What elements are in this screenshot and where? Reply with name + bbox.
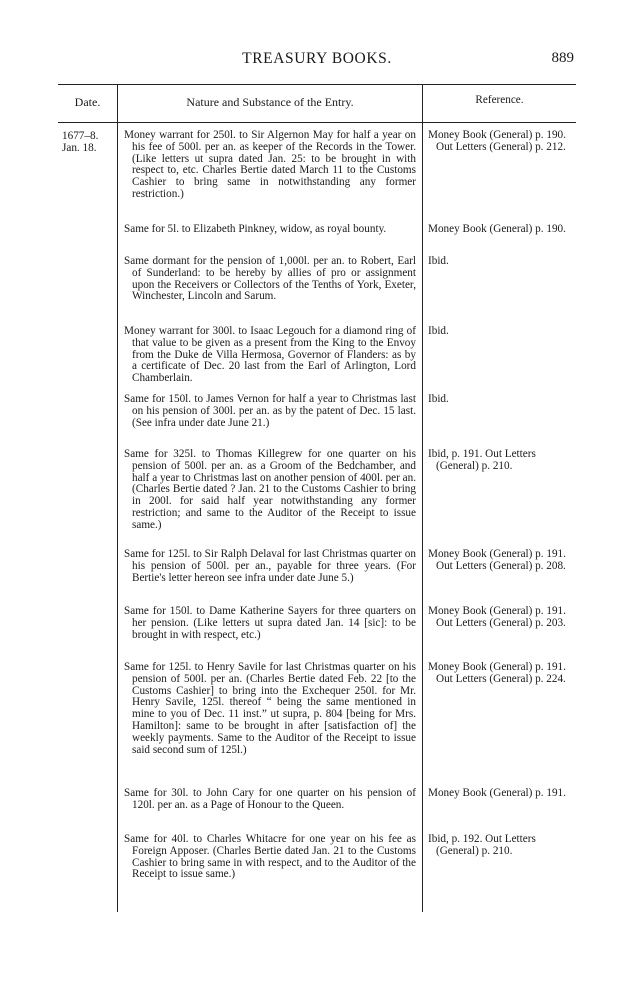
entry-text: Money warrant for 300l. to Isaac Legouch for a diamond ring of that value to be given as a present from the King to the Envoy from the Duke de Villa Hermosa, Governor of Flanders: as by a certificate of Dec. 20 last from the Earl of Arlington, Lord Chamberlain. [124, 325, 416, 385]
page-title: TREASURY BOOKS. [242, 50, 392, 67]
entry-text: Same for 30l. to John Cary for one quarter on his pension of 120l. per an. as a Page of Honour to the Queen. [124, 787, 416, 811]
entry-text: Same dormant for the pension of 1,000l. per an. to Robert, Earl of Sunderland: to be hereby by allies of pro or assignment upon the Receivers or Collectors of the Tenths of York, Exeter, Winchester, Lincoln and Sarum. [124, 255, 416, 303]
date-year: 1677–8. [62, 130, 99, 142]
table-header-rule [58, 122, 576, 123]
entry-reference: Ibid, p. 192. Out Letters (General) p. 210. [428, 833, 536, 857]
entry-reference: Ibid. [428, 325, 449, 337]
column-divider-reference [422, 84, 423, 912]
entry-text: Same for 40l. to Charles Whitacre for one year on his fee as Foreign Apposer. (Charles Bertie dated Jan. 21 to the Customs Cashier to bring same in with respect, and to the Auditor of the Receipt to issue same.) [124, 833, 416, 881]
column-header-nature: Nature and Substance of the Entry. [186, 95, 354, 109]
entry-reference: Money Book (General) p. 190. Out Letters (General) p. 212. [428, 129, 566, 153]
entry-reference: Ibid. [428, 393, 449, 405]
column-header-reference: Reference. [475, 94, 524, 106]
entry-reference: Money Book (General) p. 190. [428, 223, 566, 235]
table-top-rule [58, 84, 576, 85]
entry-text: Same for 5l. to Elizabeth Pinkney, widow, as royal bounty. [124, 223, 387, 235]
entry-reference: Money Book (General) p. 191. [428, 787, 566, 799]
date-day: Jan. 18. [62, 142, 97, 154]
entries-table [58, 84, 576, 912]
running-head [60, 50, 574, 72]
entry-text: Same for 125l. to Henry Savile for last Christmas quarter on his pension of 500l. per an. (Charles Bertie dated Feb. 22 [to the Customs Cashier] to bring into the Exchequer 250l. for Mr. Henry Savile, 125l. thereof “ being the same mentioned in mine to you of Dec. 11 inst.” ut supra, p. 804 [being for Mrs. Hamilton]: same to be brought in after [satisfaction of] the weekly payments. Same to the Auditor of the Receipt to issue said second sum of 125l.) [124, 661, 416, 756]
entry-reference: Money Book (General) p. 191. Out Letters (General) p. 208. [428, 548, 566, 572]
entry-reference: Money Book (General) p. 191. Out Letters (General) p. 224. [428, 661, 566, 685]
column-divider-date [117, 84, 118, 912]
column-header-date: Date. [74, 95, 101, 109]
entry-text: Same for 325l. to Thomas Killegrew for one quarter on his pension of 500l. per an. as a Groom of the Bedchamber, and half a year to Christmas last on another pension of 400l. per an. (Charles Bertie dated ? Jan. 21 to the Customs Cashier to bring in 200l. for said half year notwithstanding any former restriction; and same to the Auditor of the Receipt to issue same.) [124, 448, 416, 531]
page-number: 889 [551, 50, 574, 66]
entry-text: Money warrant for 250l. to Sir Algernon May for half a year on his fee of 500l. per an. as keeper of the Records in the Tower. (Like letters ut supra dated Jan. 25: to be brought in with respect to, etc. Charles Bertie dated March 11 to the Customs Cashier to bring same in notwithstanding any former restriction.) [124, 129, 416, 200]
entry-text: Same for 125l. to Sir Ralph Delaval for last Christmas quarter on his pension of 500l. per an., payable for three years. (For Bertie's letter hereon see infra under date June 5.) [124, 548, 416, 584]
entry-text: Same for 150l. to James Vernon for half a year to Christmas last on his pension of 300l. per an. as by the patent of Dec. 15 last. (See infra under date June 21.) [124, 393, 416, 429]
entry-reference: Ibid, p. 191. Out Letters (General) p. 210. [428, 448, 536, 472]
entry-text: Same for 150l. to Dame Katherine Sayers for three quarters on her pension. (Like letters ut supra dated Jan. 14 [sic]: to be brought in with respect, etc.) [124, 605, 416, 641]
entry-reference: Ibid. [428, 255, 449, 267]
entry-reference: Money Book (General) p. 191. Out Letters (General) p. 203. [428, 605, 566, 629]
